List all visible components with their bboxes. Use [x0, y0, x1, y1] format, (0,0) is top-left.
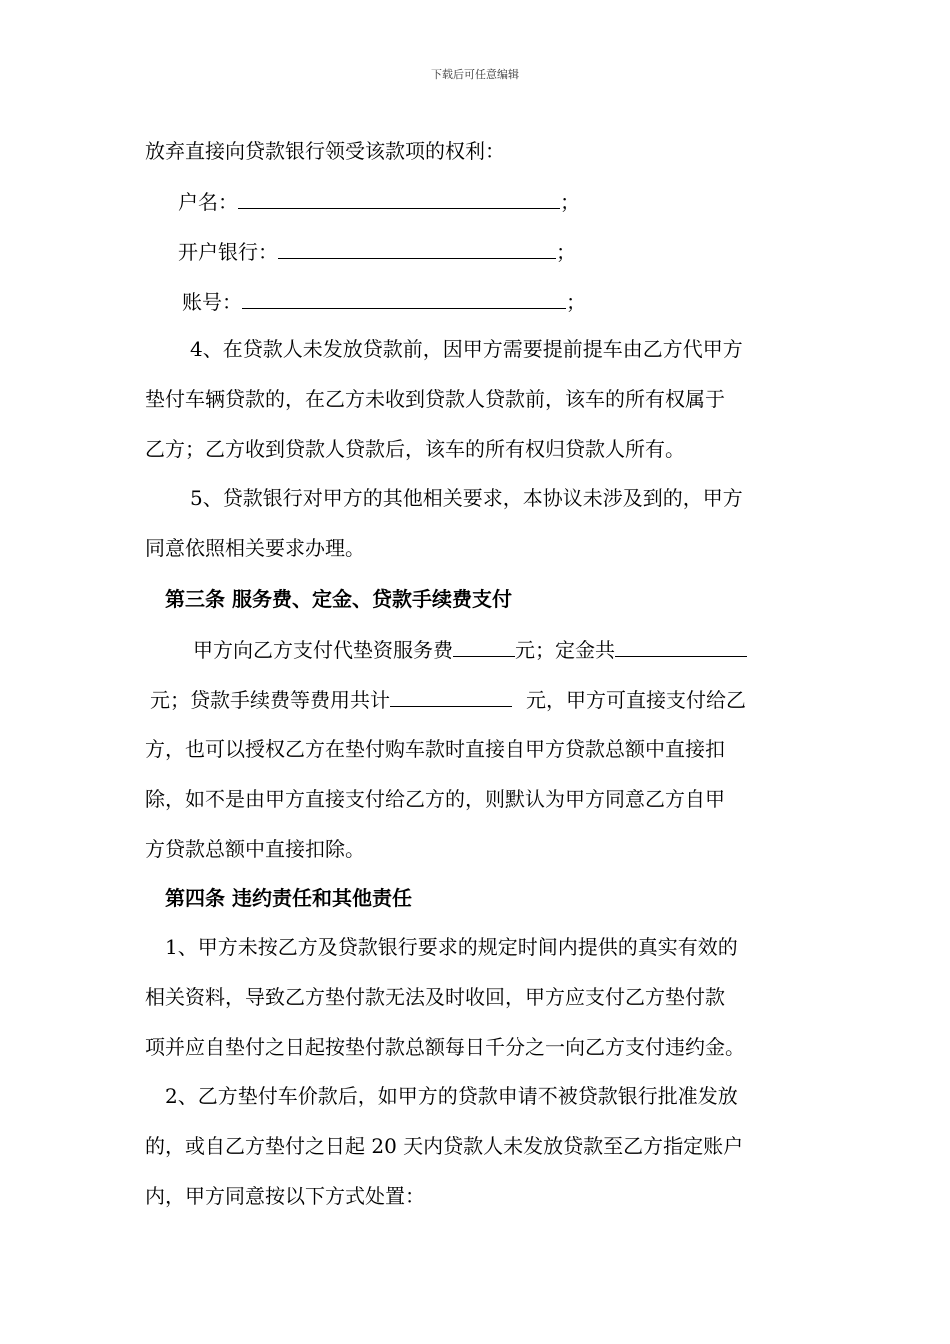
paragraph-line: 放弃直接向贷款银行领受该款项的权利： [145, 139, 505, 163]
fee-text: 元；定金共 [515, 638, 615, 662]
semicolon: ； [566, 290, 586, 314]
fee-text: 甲方向乙方支付代垫资服务费 [193, 638, 453, 662]
account-name-blank [238, 188, 560, 209]
fee-row [193, 636, 747, 663]
bank-row [178, 238, 576, 265]
fee-text: 元，甲方可直接支付给乙 [526, 688, 746, 712]
article-3-heading: 第三条 服务费、定金、贷款手续费支付 [165, 587, 512, 611]
semicolon: ； [560, 190, 580, 214]
article-4-heading: 第四条 违约责任和其他责任 [165, 886, 412, 910]
deposit-blank [615, 636, 747, 657]
paragraph-line: 内，甲方同意按以下方式处置： [145, 1184, 425, 1208]
paragraph-line: 相关资料，导致乙方垫付款无法及时收回，甲方应支付乙方垫付款 [145, 985, 725, 1009]
fee-text: 元；贷款手续费等费用共计 [150, 688, 390, 712]
paragraph-line: 垫付车辆贷款的，在乙方未收到贷款人贷款前，该车的所有权属于 [145, 387, 725, 411]
paragraph-line: 除，如不是由甲方直接支付给乙方的，则默认为甲方同意乙方自甲 [145, 787, 725, 811]
paragraph-line: 方贷款总额中直接扣除。 [145, 837, 365, 861]
paragraph-line: 同意依照相关要求办理。 [145, 536, 365, 560]
bank-blank [278, 238, 556, 259]
semicolon: ； [556, 240, 576, 264]
paragraph-line: 5、贷款银行对甲方的其他相关要求，本协议未涉及到的，甲方 [190, 486, 743, 510]
fee-row [150, 686, 746, 713]
paragraph-line: 方，也可以授权乙方在垫付购车款时直接自甲方贷款总额中直接扣 [145, 737, 725, 761]
page-header: 下载后可任意编辑 [431, 68, 519, 81]
service-fee-blank [453, 636, 515, 657]
account-name-row [178, 188, 580, 215]
paragraph-line: 2、乙方垫付车价款后，如甲方的贷款申请不被贷款银行批准发放 [165, 1084, 738, 1108]
paragraph-line: 的，或自乙方垫付之日起 20 天内贷款人未发放贷款至乙方指定账户 [145, 1134, 744, 1158]
account-no-label: 账号： [182, 290, 242, 314]
account-no-blank [242, 288, 566, 309]
bank-label: 开户银行： [178, 240, 278, 264]
paragraph-line: 4、在贷款人未发放贷款前，因甲方需要提前提车由乙方代甲方 [190, 337, 743, 361]
handling-fee-blank [390, 686, 512, 707]
paragraph-line: 1、甲方未按乙方及贷款银行要求的规定时间内提供的真实有效的 [165, 935, 738, 959]
account-name-label: 户名： [178, 190, 238, 214]
paragraph-line: 项并应自垫付之日起按垫付款总额每日千分之一向乙方支付违约金。 [145, 1035, 745, 1059]
account-no-row [182, 288, 586, 315]
paragraph-line: 乙方；乙方收到贷款人贷款后，该车的所有权归贷款人所有。 [145, 437, 685, 461]
